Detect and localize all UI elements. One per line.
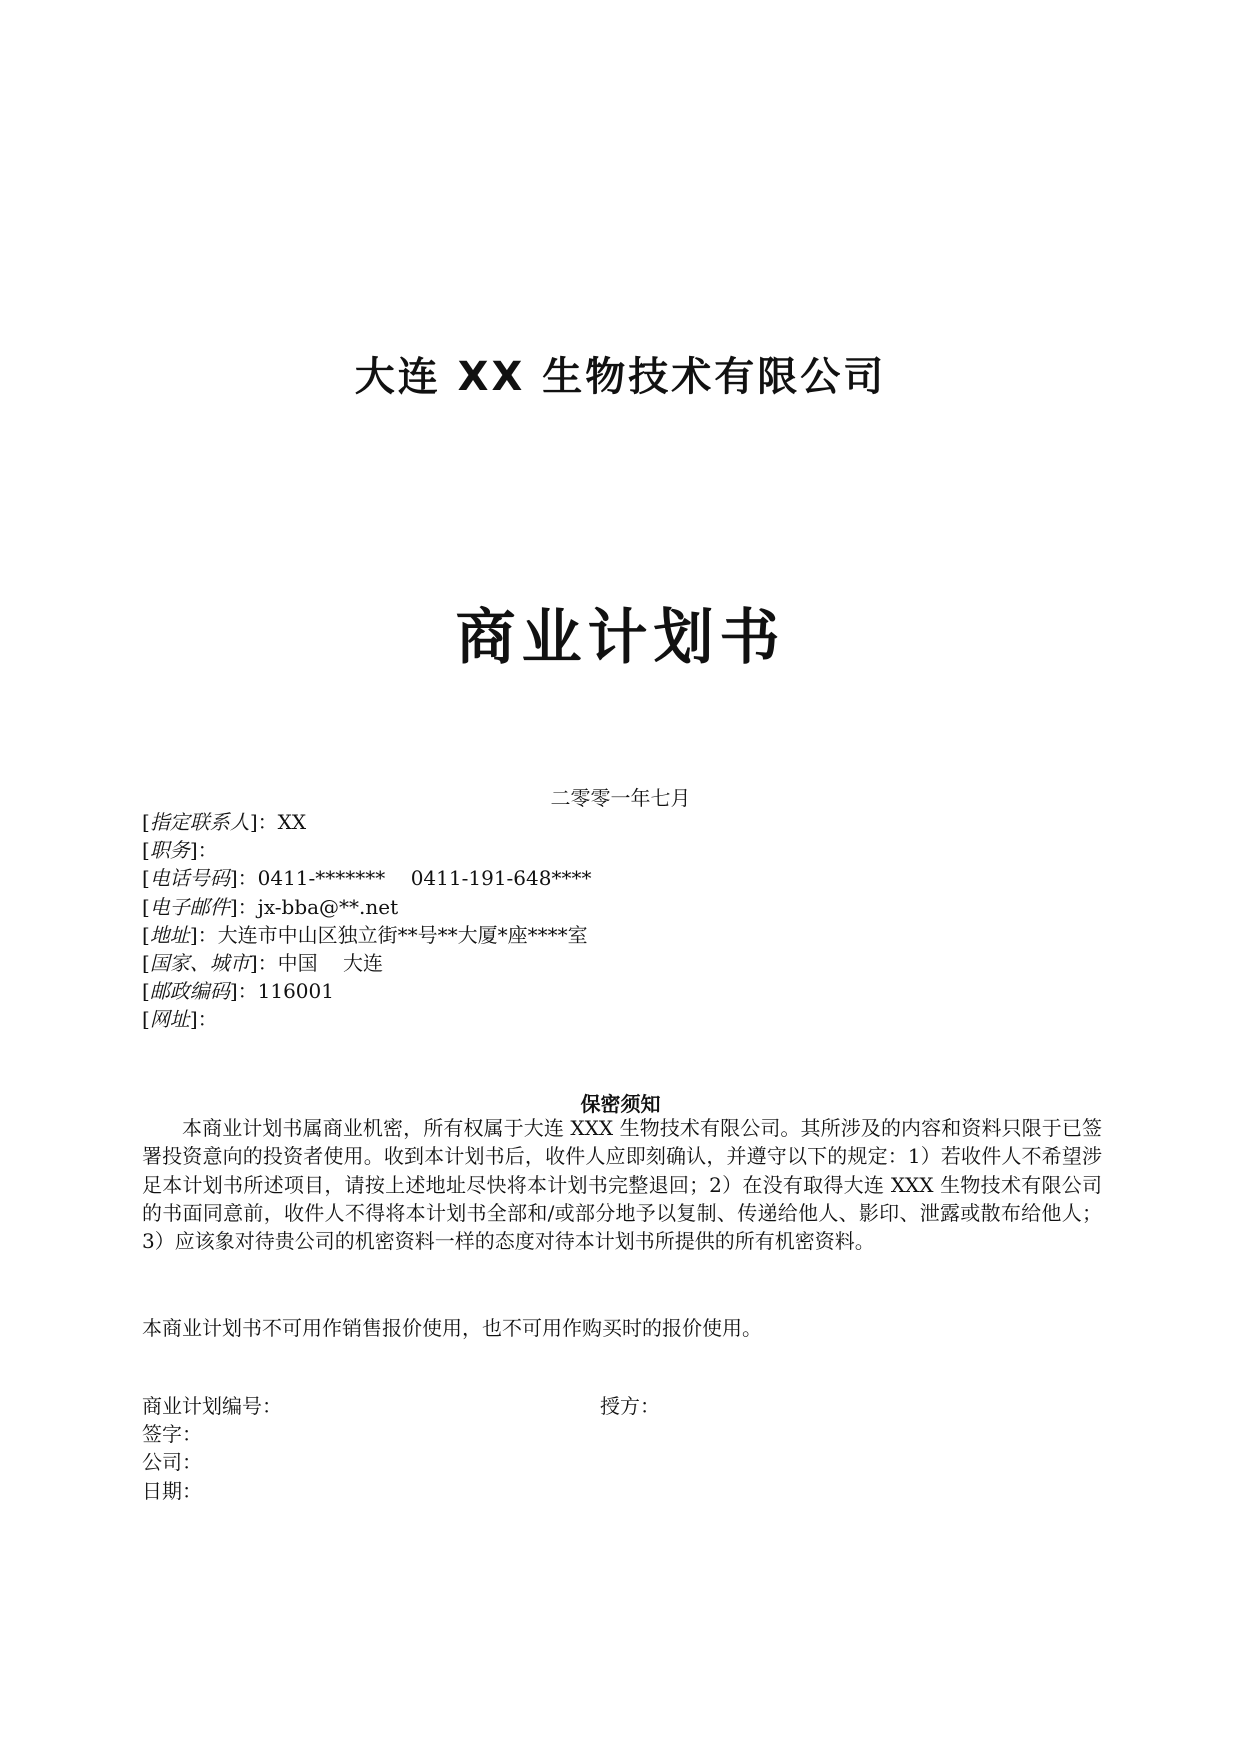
email-value: jx-bba@**.net (257, 894, 399, 919)
contact-person-label: 指定联系人 (149, 810, 250, 834)
grantee-label: 授方： (600, 1394, 660, 1418)
phone-row: [电话号码]：0411-******* 0411-191-648**** (142, 866, 592, 891)
country-city-label: 国家、城市 (149, 951, 250, 976)
plan-number-label: 商业计划编号： (142, 1394, 282, 1418)
address-label: 地址 (149, 922, 190, 947)
contact-block (142, 808, 1102, 1034)
postal-code-value: 116001 (257, 979, 334, 1004)
company-row (142, 1448, 1102, 1476)
confidentiality-note: 本商业计划书不可用作销售报价使用，也不可用作购买时的报价使用。 (142, 1316, 762, 1340)
contact-person-value: XX (277, 810, 307, 834)
position-label: 职务 (149, 838, 190, 863)
website-label: 网址 (149, 1007, 190, 1032)
postal-code-label: 邮政编码 (149, 979, 230, 1004)
email-row: [电子邮件]：jx-bba@**.net (142, 894, 399, 919)
sign-row (142, 1420, 1102, 1448)
phone-value: 0411-******* 0411-191-648**** (257, 866, 592, 891)
date-label: 日期： (142, 1478, 202, 1503)
plan-number-row (142, 1392, 1102, 1420)
phone-label: 电话号码 (149, 866, 230, 891)
postal-code-row: [邮政编码]：116001 (142, 979, 334, 1004)
confidentiality-title: 保密须知 (580, 1092, 661, 1116)
company-title: 大连 XX 生物技术有限公司 (354, 354, 887, 400)
sign-label: 签字： (142, 1422, 202, 1447)
signature-block (142, 1392, 1102, 1505)
company-label: 公司： (142, 1450, 202, 1475)
document-date: 二零零一年七月 (550, 786, 691, 810)
address-row: [地址]：大连市中山区独立街**号**大厦*座****室 (142, 922, 588, 947)
contact-person-row: [指定联系人]：XX (142, 810, 307, 834)
position-row: [职务]： (142, 838, 218, 863)
document-title: 商业计划书 (455, 603, 786, 673)
email-label: 电子邮件 (149, 894, 230, 919)
date-row (142, 1477, 1102, 1505)
website-row: [网址]： (142, 1007, 218, 1032)
address-value: 大连市中山区独立街**号**大厦*座****室 (217, 922, 588, 947)
country-city-value: 中国 大连 (277, 951, 384, 976)
confidentiality-body: 本商业计划书属商业机密，所有权属于大连 XXX 生物技术有限公司。其所涉及的内容和资料只限于已签署投资意向的投资者使用。收到本计划书后，收件人应即刻确认，并遵守以下的规定：1）若收件人不希望涉足本计划书所述项目，请按上述地址尽快将本计划书完整退回；2）在没有取得大连 XXX 生物技术有限公司的书面同意前，收件人不得将本计划书全部和/或部分地予以复制、传递给他人、影印、泄露或散布给他人；3）应该象对待贵公司的机密资料一样的态度对待本计划书所提供的所有机密资料。 (142, 1116, 1102, 1254)
country-city-row: [国家、城市]：中国 大连 (142, 951, 384, 976)
